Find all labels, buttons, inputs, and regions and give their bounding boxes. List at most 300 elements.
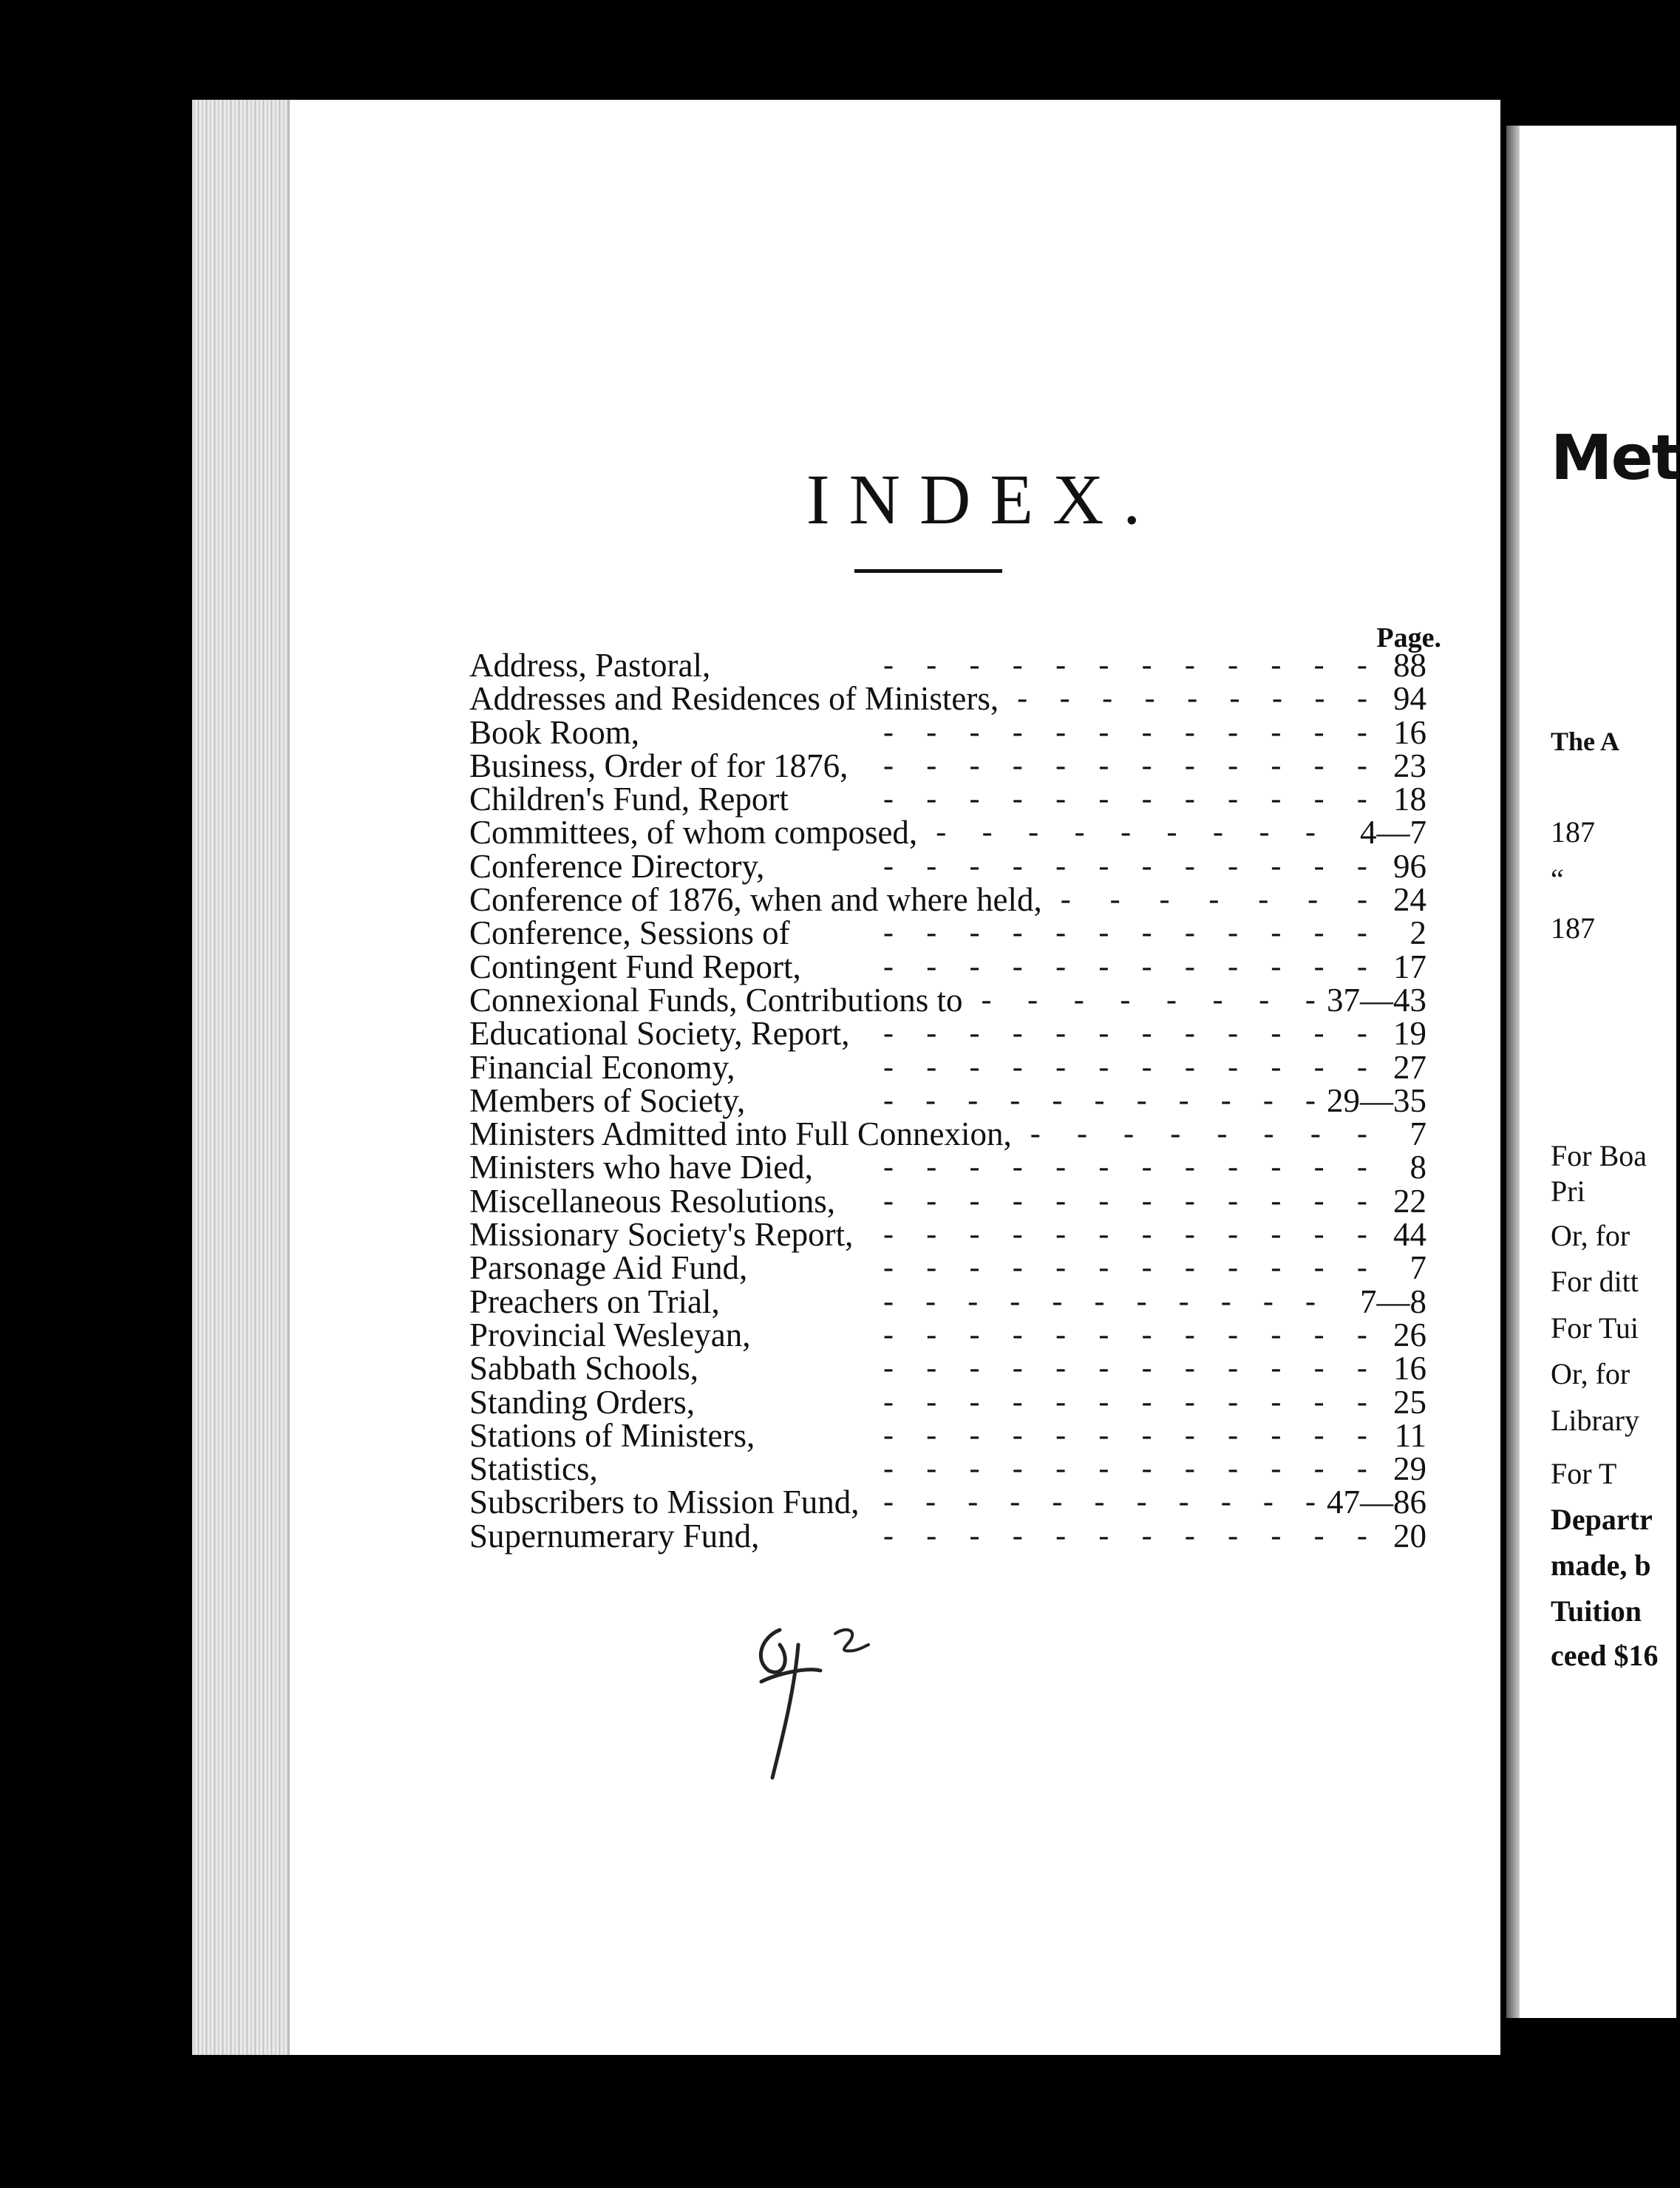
leader-dash: - — [1060, 883, 1071, 917]
leader-dash: - — [1141, 849, 1152, 883]
leader-dash: - — [1055, 748, 1067, 783]
leader-dash: - — [1166, 982, 1177, 1017]
leader-dash: - — [1017, 682, 1028, 716]
leader-dash: - — [1187, 682, 1198, 716]
leader-dash: - — [1055, 1418, 1067, 1453]
leader-dash: - — [1184, 782, 1195, 817]
leader-dash: - — [969, 748, 980, 783]
leader-dash: - — [1217, 1117, 1228, 1152]
leader-dash: - — [1141, 1217, 1152, 1252]
leader-dash: - — [1356, 1351, 1367, 1386]
leader-dash: - — [1313, 1418, 1324, 1453]
index-entry-page: 44 — [1393, 1216, 1426, 1254]
leader-dash: - — [1055, 1452, 1067, 1487]
index-entry — [469, 1182, 1426, 1220]
leader-dash: - — [1259, 982, 1270, 1017]
leader-dash: - — [1055, 782, 1067, 817]
leader-dash: - — [1141, 715, 1152, 750]
leader-dash: - — [1271, 1452, 1282, 1487]
leader-dash: - — [1120, 815, 1132, 850]
leader-dash: - — [1012, 1050, 1023, 1084]
leader-dash: - — [1012, 1251, 1023, 1285]
leader-dash: - — [1228, 1418, 1239, 1453]
leader-dash: - — [1055, 1183, 1067, 1218]
index-entry-page: 16 — [1393, 1350, 1426, 1387]
leader-dash: - — [969, 1385, 980, 1419]
leader-dash: - — [1184, 1150, 1195, 1185]
leader-dash: - — [1310, 1117, 1321, 1152]
leader-dash: - — [1356, 782, 1367, 817]
index-entry-label: Parsonage Aid Fund, — [469, 1249, 748, 1287]
leader-dash: - — [1120, 982, 1131, 1017]
leader-dash: - — [1052, 1284, 1063, 1319]
leader-dashes — [1030, 1117, 1367, 1151]
leader-dash: - — [926, 648, 937, 682]
leader-dashes — [1061, 883, 1367, 917]
index-entry-label: Financial Economy, — [469, 1048, 735, 1086]
leader-dash: - — [883, 916, 894, 951]
leader-dash: - — [969, 1217, 980, 1252]
leader-dash: - — [1141, 782, 1152, 817]
leader-dash: - — [1012, 1385, 1023, 1419]
leader-dash: - — [969, 916, 980, 951]
index-entry — [469, 1249, 1426, 1287]
leader-dash: - — [1356, 748, 1367, 783]
leader-dash: - — [1305, 982, 1316, 1017]
leader-dash: - — [883, 1418, 894, 1453]
index-entry-label: Miscellaneous Resolutions, — [469, 1182, 835, 1220]
leader-dash: - — [1228, 1251, 1239, 1285]
leader-dashes — [883, 1184, 1367, 1218]
leader-dash: - — [1313, 1016, 1324, 1051]
leader-dash: - — [1271, 1050, 1282, 1084]
leader-dash: - — [1271, 1217, 1282, 1252]
right-page-line: Or, for — [1551, 1357, 1630, 1390]
leader-dashes — [883, 1084, 1316, 1118]
leader-dash: - — [883, 748, 894, 783]
index-entry-page: 23 — [1393, 747, 1426, 784]
right-page-line: 187 — [1551, 815, 1595, 849]
index-entry-label: Conference of 1876, when and where held, — [469, 881, 1042, 919]
leader-dash: - — [1141, 748, 1152, 783]
leader-dash: - — [1271, 1351, 1282, 1386]
left-page — [192, 100, 1500, 2055]
leader-dash: - — [936, 815, 947, 850]
leader-dash: - — [1141, 949, 1152, 984]
index-entry-page: 4—7 — [1360, 814, 1426, 852]
leader-dash: - — [1229, 682, 1240, 716]
leader-dash: - — [1098, 1418, 1109, 1453]
leader-dash: - — [1028, 815, 1039, 850]
leader-dash: - — [1055, 1016, 1067, 1051]
leader-dash: - — [926, 849, 937, 883]
leader-dash: - — [1313, 1385, 1324, 1419]
leader-dash: - — [1178, 1284, 1189, 1319]
leader-dash: - — [1271, 1150, 1282, 1185]
index-entry-label: Conference, Sessions of — [469, 914, 790, 952]
leader-dash: - — [926, 1518, 937, 1553]
leader-dash: - — [883, 1284, 894, 1319]
leader-dash: - — [1055, 648, 1067, 682]
index-entry — [469, 1318, 1426, 1351]
leader-dashes — [936, 815, 1316, 849]
leader-dash: - — [1356, 715, 1367, 750]
leader-dash: - — [1136, 1485, 1147, 1520]
leader-dash: - — [1012, 916, 1023, 951]
leader-dashes — [1017, 682, 1367, 716]
leader-dash: - — [1305, 1083, 1316, 1118]
leader-dash: - — [1356, 849, 1367, 883]
index-entry — [469, 849, 1426, 883]
leader-dash: - — [1055, 849, 1067, 883]
leader-dash: - — [1220, 1284, 1231, 1319]
leader-dash: - — [1356, 949, 1367, 984]
leader-dash: - — [1012, 1317, 1023, 1352]
leader-dash: - — [925, 1284, 936, 1319]
leader-dash: - — [1228, 1351, 1239, 1386]
leader-dash: - — [969, 1418, 980, 1453]
leader-dash: - — [1314, 682, 1325, 716]
leader-dash: - — [1055, 1351, 1067, 1386]
leader-dash: - — [969, 949, 980, 984]
leader-dash: - — [1012, 949, 1023, 984]
leader-dashes — [883, 1452, 1367, 1486]
leader-dash: - — [1272, 682, 1283, 716]
leader-dash: - — [1271, 1317, 1282, 1352]
leader-dash: - — [1010, 1284, 1021, 1319]
title-rule — [854, 569, 1002, 573]
index-entry — [469, 648, 1426, 682]
index-entry-page: 88 — [1393, 647, 1426, 684]
right-page-line: “ — [1551, 863, 1564, 896]
leader-dash: - — [1356, 1150, 1367, 1185]
index-entry-label: Stations of Ministers, — [469, 1416, 755, 1454]
leader-dash: - — [1228, 782, 1239, 817]
leader-dash: - — [1141, 1418, 1152, 1453]
leader-dash: - — [1228, 916, 1239, 951]
index-entry — [469, 1351, 1426, 1385]
index-entry-page: 19 — [1393, 1015, 1426, 1053]
leader-dash: - — [883, 849, 894, 883]
leader-dash: - — [926, 1351, 937, 1386]
leader-dash: - — [1136, 1083, 1147, 1118]
leader-dash: - — [1141, 1452, 1152, 1487]
leader-dash: - — [1074, 815, 1085, 850]
index-entry-page: 7—8 — [1360, 1282, 1426, 1320]
leader-dash: - — [926, 1183, 937, 1218]
index-entry — [469, 1517, 1426, 1555]
right-page-line: 187 — [1551, 911, 1595, 945]
leader-dash: - — [1313, 1452, 1324, 1487]
leader-dash: - — [1076, 1117, 1087, 1152]
leader-dash: - — [883, 715, 894, 750]
index-entry — [469, 1282, 1426, 1320]
leader-dash: - — [1136, 1284, 1147, 1319]
leader-dash: - — [1313, 1351, 1324, 1386]
leader-dash: - — [926, 715, 937, 750]
leader-dash: - — [925, 1083, 936, 1118]
leader-dash: - — [1178, 1485, 1189, 1520]
leader-dash: - — [1109, 883, 1120, 917]
index-entry — [469, 1149, 1426, 1186]
leader-dash: - — [1184, 849, 1195, 883]
leader-dashes — [883, 648, 1367, 682]
leader-dash: - — [1228, 1217, 1239, 1252]
index-entry-page: 11 — [1394, 1416, 1426, 1454]
leader-dash: - — [1055, 715, 1067, 750]
index-entry-label: Contingent Fund Report, — [469, 948, 801, 985]
right-page-line: For Boa — [1551, 1139, 1647, 1172]
leader-dash: - — [883, 1485, 894, 1520]
index-entry — [469, 814, 1426, 852]
leader-dash: - — [1208, 883, 1220, 917]
index-entry-page: 16 — [1393, 713, 1426, 751]
leader-dash: - — [883, 1150, 894, 1185]
leader-dash: - — [969, 782, 980, 817]
leader-dash: - — [1098, 1317, 1109, 1352]
leader-dash: - — [1141, 916, 1152, 951]
leader-dash: - — [1313, 748, 1324, 783]
leader-dash: - — [1356, 883, 1367, 917]
leader-dash: - — [926, 1251, 937, 1285]
leader-dash: - — [1271, 1385, 1282, 1419]
leader-dash: - — [883, 1183, 894, 1218]
leader-dash: - — [969, 1016, 980, 1051]
leader-dash: - — [1271, 1518, 1282, 1553]
index-entry — [469, 1015, 1426, 1053]
leader-dash: - — [1123, 1117, 1135, 1152]
leader-dash: - — [1228, 1150, 1239, 1185]
leader-dashes — [883, 1485, 1316, 1519]
leader-dash: - — [1263, 1117, 1274, 1152]
index-entry-label: Educational Society, Report, — [469, 1015, 850, 1053]
leader-dash: - — [1184, 1217, 1195, 1252]
index-entry-page: 25 — [1393, 1383, 1426, 1421]
leader-dash: - — [1313, 1150, 1324, 1185]
leader-dash: - — [1141, 648, 1152, 682]
leader-dashes — [982, 983, 1316, 1017]
leader-dash: - — [1159, 883, 1170, 917]
leader-dash: - — [1012, 1183, 1023, 1218]
leader-dash: - — [1262, 1083, 1273, 1118]
leader-dash: - — [1141, 1385, 1152, 1419]
leader-dash: - — [883, 1050, 894, 1084]
leader-dash: - — [883, 1518, 894, 1553]
leader-dash: - — [926, 1452, 937, 1487]
leader-dash: - — [1184, 1385, 1195, 1419]
leader-dash: - — [1102, 682, 1113, 716]
index-entry — [469, 781, 1426, 818]
leader-dash: - — [1055, 1385, 1067, 1419]
page-column-label: Page. — [1376, 622, 1441, 653]
leader-dash: - — [883, 782, 894, 817]
index-entry — [469, 981, 1426, 1019]
leader-dash: - — [1055, 1317, 1067, 1352]
leader-dash: - — [1357, 682, 1367, 716]
index-entry — [469, 1050, 1426, 1084]
leader-dash: - — [969, 1317, 980, 1352]
page-edges — [192, 100, 290, 2055]
leader-dash: - — [1228, 949, 1239, 984]
leader-dash: - — [1030, 1117, 1041, 1152]
leader-dash: - — [1313, 1050, 1324, 1084]
leader-dash: - — [1356, 1518, 1367, 1553]
leader-dash: - — [969, 715, 980, 750]
leader-dash: - — [926, 916, 937, 951]
leader-dash: - — [1098, 782, 1109, 817]
leader-dashes — [883, 1251, 1367, 1285]
leader-dash: - — [1271, 748, 1282, 783]
leader-dash: - — [1271, 1016, 1282, 1051]
leader-dash: - — [969, 1452, 980, 1487]
right-page-line: made, b — [1551, 1549, 1651, 1582]
index-entry — [469, 1216, 1426, 1254]
leader-dash: - — [1184, 648, 1195, 682]
index-entry-page: 29 — [1393, 1450, 1426, 1488]
leader-dash: - — [926, 1050, 937, 1084]
leader-dash: - — [1098, 916, 1109, 951]
index-entry-label: Ministers Admitted into Full Connexion, — [469, 1115, 1012, 1153]
index-entry — [469, 1385, 1426, 1419]
index-entry-page: 17 — [1393, 948, 1426, 985]
page-title: INDEX. — [806, 460, 1160, 539]
leader-dash: - — [1055, 1150, 1067, 1185]
leader-dash: - — [1271, 1251, 1282, 1285]
leader-dashes — [883, 749, 1367, 783]
leader-dash: - — [926, 1150, 937, 1185]
leader-dash: - — [1098, 949, 1109, 984]
leader-dash: - — [1055, 949, 1067, 984]
leader-dashes — [883, 716, 1367, 750]
leader-dash: - — [1259, 815, 1270, 850]
leader-dash: - — [969, 1518, 980, 1553]
leader-dash: - — [1184, 916, 1195, 951]
leader-dash: - — [883, 949, 894, 984]
index-entry — [469, 749, 1426, 782]
leader-dash: - — [1313, 715, 1324, 750]
leader-dash: - — [1271, 849, 1282, 883]
leader-dashes — [883, 849, 1367, 883]
leader-dashes — [883, 1016, 1367, 1050]
leader-dash: - — [1098, 1183, 1109, 1218]
index-entry-page: 8 — [1409, 1149, 1426, 1186]
leader-dash: - — [1313, 782, 1324, 817]
index-entry — [469, 1081, 1426, 1119]
right-page-gutter — [1506, 126, 1520, 2018]
index-entry — [469, 713, 1426, 751]
leader-dash: - — [1141, 1016, 1152, 1051]
leader-dashes — [883, 1150, 1367, 1184]
leader-dash: - — [1184, 1016, 1195, 1051]
leader-dash: - — [926, 949, 937, 984]
leader-dash: - — [926, 782, 937, 817]
leader-dash: - — [1094, 1284, 1105, 1319]
leader-dash: - — [1228, 1050, 1239, 1084]
leader-dash: - — [1184, 1452, 1195, 1487]
index-entry-label: Book Room, — [469, 713, 640, 751]
index-entry-label: Committees, of whom composed, — [469, 814, 918, 852]
leader-dashes — [883, 950, 1367, 984]
leader-dash: - — [1012, 1351, 1023, 1386]
leader-dash: - — [1098, 748, 1109, 783]
leader-dash: - — [1098, 648, 1109, 682]
leader-dash: - — [1141, 1150, 1152, 1185]
leader-dash: - — [926, 1418, 937, 1453]
leader-dash: - — [1228, 1016, 1239, 1051]
leader-dash: - — [1258, 883, 1269, 917]
leader-dash: - — [1313, 916, 1324, 951]
leader-dashes — [883, 782, 1367, 816]
leader-dashes — [883, 1519, 1367, 1553]
leader-dash: - — [1052, 1485, 1063, 1520]
leader-dash: - — [1098, 1150, 1109, 1185]
right-page-line: Tuition — [1551, 1594, 1642, 1628]
index-entry-label: Ministers who have Died, — [469, 1149, 813, 1186]
handwritten-mark — [710, 1600, 902, 1793]
leader-dash: - — [1012, 648, 1023, 682]
leader-dash: - — [1052, 1083, 1063, 1118]
leader-dash: - — [1228, 1452, 1239, 1487]
leader-dash: - — [1027, 982, 1038, 1017]
leader-dash: - — [1356, 1050, 1367, 1084]
leader-dash: - — [1098, 1217, 1109, 1252]
leader-dash: - — [1055, 1251, 1067, 1285]
index-entry-label: Address, Pastoral, — [469, 647, 711, 684]
leader-dash: - — [883, 1385, 894, 1419]
index-entry-label: Standing Orders, — [469, 1383, 695, 1421]
index-entry — [469, 950, 1426, 983]
right-page-line: Pri — [1551, 1175, 1585, 1208]
leader-dashes — [883, 1419, 1367, 1453]
leader-dash: - — [1271, 916, 1282, 951]
leader-dash: - — [1228, 1518, 1239, 1553]
leader-dash: - — [969, 1183, 980, 1218]
index-entry-page: 27 — [1393, 1048, 1426, 1086]
leader-dash: - — [1262, 1284, 1273, 1319]
index-entry-page: 18 — [1393, 781, 1426, 818]
index-entry-label: Supernumerary Fund, — [469, 1517, 760, 1555]
leader-dash: - — [1228, 849, 1239, 883]
leader-dash: - — [1184, 1251, 1195, 1285]
index-entry-label: Members of Society, — [469, 1081, 746, 1119]
leader-dash: - — [1356, 1117, 1367, 1152]
right-page-line: ceed $16 — [1551, 1639, 1659, 1672]
right-page-line: Departr — [1551, 1503, 1653, 1536]
leader-dashes — [883, 1351, 1367, 1385]
leader-dash: - — [1184, 1317, 1195, 1352]
leader-dash: - — [1098, 1351, 1109, 1386]
leader-dash: - — [1098, 1016, 1109, 1051]
leader-dash: - — [1356, 1217, 1367, 1252]
leader-dash: - — [967, 1485, 979, 1520]
leader-dash: - — [1356, 1183, 1367, 1218]
index-entry-label: Subscribers to Mission Fund, — [469, 1484, 860, 1521]
leader-dash: - — [1313, 1518, 1324, 1553]
right-page-line: For T — [1551, 1457, 1617, 1490]
leader-dash: - — [1184, 1351, 1195, 1386]
leader-dash: - — [1098, 1452, 1109, 1487]
leader-dash: - — [967, 1284, 979, 1319]
right-page-line: Or, for — [1551, 1219, 1630, 1252]
leader-dash: - — [1212, 982, 1223, 1017]
leader-dash: - — [883, 1251, 894, 1285]
index-entry-page: 29—35 — [1327, 1081, 1426, 1119]
leader-dashes — [883, 1050, 1367, 1084]
leader-dash: - — [926, 1016, 937, 1051]
leader-dash: - — [1271, 648, 1282, 682]
leader-dash: - — [1098, 1385, 1109, 1419]
leader-dash: - — [1228, 1183, 1239, 1218]
